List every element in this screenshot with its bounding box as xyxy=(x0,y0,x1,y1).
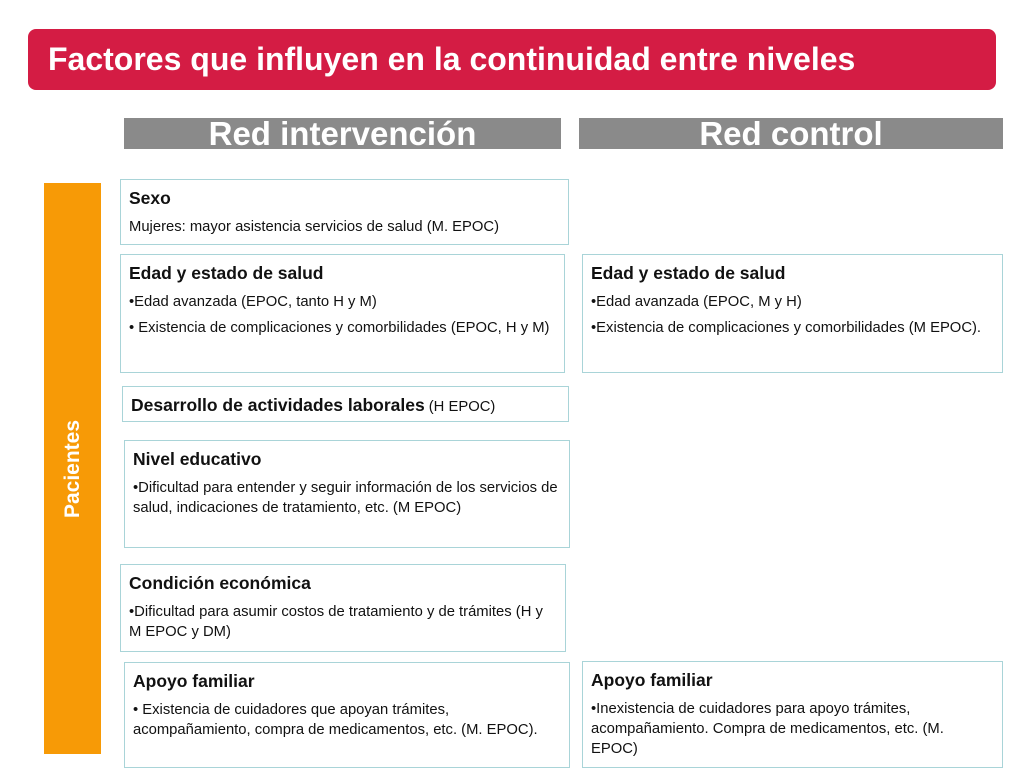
card-line: •Existencia de complicaciones y comorbilidades (M EPOC). xyxy=(591,320,982,336)
title-banner xyxy=(28,29,996,90)
column-header-intervention: Red intervención xyxy=(124,118,561,149)
card-line: •Edad avanzada (EPOC, M y H) xyxy=(591,294,802,310)
card-suffix: (H EPOC) xyxy=(428,399,496,415)
card-apoyo-intervencion xyxy=(124,662,570,768)
card-line: •Inexistencia de cuidadores para apoyo trámites, acompañamiento. Compra de medicamentos, etc. (M. EPOC) xyxy=(591,701,944,757)
card-heading: Desarrollo de actividades laborales xyxy=(131,395,425,415)
card-sexo xyxy=(120,179,569,245)
card-line: •Dificultad para entender y seguir información de los servicios de salud, indicaciones de tratamiento, etc. (M EPOC) xyxy=(133,480,558,516)
card-heading: Apoyo familiar xyxy=(133,671,255,691)
card-condicion-economica xyxy=(120,564,566,652)
side-label: Pacientes xyxy=(60,419,84,518)
card-heading: Edad y estado de salud xyxy=(129,263,324,283)
card-line: • Existencia de complicaciones y comorbilidades (EPOC, H y M) xyxy=(129,320,550,336)
card-heading: Sexo xyxy=(129,188,171,208)
card-heading: Nivel educativo xyxy=(133,449,262,469)
card-heading: Edad y estado de salud xyxy=(591,263,786,283)
card-laborales xyxy=(122,386,569,422)
column-header-control: Red control xyxy=(579,118,1003,149)
card-line: •Dificultad para asumir costos de tratamiento y de trámites (H y M EPOC y DM) xyxy=(129,604,543,640)
card-nivel-educativo xyxy=(124,440,570,548)
card-heading: Apoyo familiar xyxy=(591,670,713,690)
card-line: Mujeres: mayor asistencia servicios de salud (M. EPOC) xyxy=(129,219,500,235)
card-line: •Edad avanzada (EPOC, tanto H y M) xyxy=(129,294,377,310)
card-line: • Existencia de cuidadores que apoyan trámites, acompañamiento, compra de medicamentos, etc. (M. EPOC). xyxy=(133,702,538,738)
card-edad-intervencion xyxy=(120,254,565,373)
side-band-patients xyxy=(44,183,101,754)
card-heading: Condición económica xyxy=(129,573,311,593)
card-apoyo-control xyxy=(582,661,1003,768)
card-edad-control xyxy=(582,254,1003,373)
page-title: Factores que influyen en la continuidad entre niveles xyxy=(48,41,856,77)
